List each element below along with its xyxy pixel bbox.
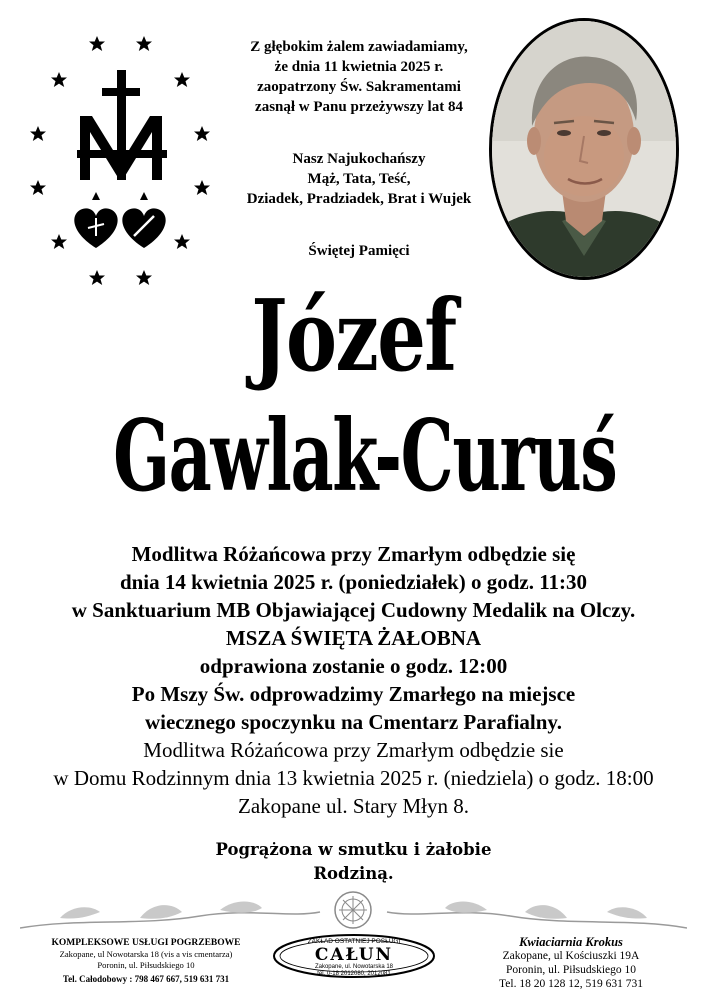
announcement-intro [218,37,500,117]
florist-address: Poronin, ul. Piłsudskiego 10 [505,964,637,976]
ceremony-line: odprawiona zostanie o godz. 12:00 [199,654,508,678]
logo-phone-text: tel. 0-18 2012080, 2012081 [317,971,391,977]
sacred-hearts-icon [74,192,165,248]
family-line: Dziadek, Pradziadek, Brat i Wujek [246,191,472,207]
floral-ornament-icon [20,888,687,934]
intro-line: zasnął w Panu przeżywszy lat 84 [255,99,463,115]
mary-monogram-icon [22,28,222,293]
memory-caption: Świętej Pamięci [308,243,410,259]
mourning-line: Pogrążona w smutku i żałobie [215,840,492,859]
calun-logo [270,932,438,980]
funeral-services-info [12,938,280,985]
floral-ornament [20,888,687,934]
ceremony-line: dnia 14 kwietnia 2025 r. (poniedziałek) o godz. 11:30 [119,570,588,594]
ceremony-line: w Domu Rodzinnym dnia 13 kwietnia 2025 r. (niedziela) o godz. 18:00 [53,766,654,790]
intro-line: że dnia 11 kwietnia 2025 r. [274,59,444,75]
deceased-first-name: Józef [251,279,456,394]
intro-line: Z głębokim żalem zawiadamiamy, [250,39,468,55]
logo-top-text: ZAKŁAD OSTATNIEJ POSŁUGI [307,938,401,945]
ceremony-line: wiecznego spoczynku na Cmentarz Parafialny. [144,710,563,734]
ceremony-line: MSZA ŚWIĘTA ŻAŁOBNA [225,626,482,650]
logo-address-text: Zakopane, ul. Nowotarska 18 [314,964,394,970]
ceremony-line: Modlitwa Różańcowa przy Zmarłym odbędzie się [131,542,576,566]
ceremony-line: Zakopane ul. Stary Młyn 8. [238,794,469,818]
family-relations [218,149,500,209]
florist-address: Zakopane, ul Kościuszki 19A [502,950,640,962]
florist-info [440,935,702,991]
intro-line: zaopatrzony Św. Sakramentami [257,79,461,95]
family-line: Mąż, Tata, Teść, [307,171,411,187]
ceremony-line: Modlitwa Różańcowa przy Zmarłym odbędzie sie [143,738,564,762]
florist-title: Kwiaciarnia Krokus [519,935,623,949]
deceased-portrait [489,18,679,280]
portrait-image-icon [492,21,676,277]
calun-logo-icon [270,932,438,980]
deceased-last-name: Gawlak-Curuś [113,399,617,514]
florist-phone: Tel. 18 20 128 12, 519 631 731 [499,978,643,990]
funeral-services-title: KOMPLEKSOWE USŁUGI POGRZEBOWE [51,938,241,948]
logo-name-text: CAŁUN [314,945,394,965]
ceremony-line: Po Mszy Św. odprowadzimy Zmarłego na miejsce [131,682,576,706]
miraculous-medal-emblem [22,28,222,293]
funeral-services-address: Zakopane, ul Nowotarska 18 (vis a vis cmentarza) [59,949,233,959]
ceremony-line: w Sanktuarium MB Objawiającej Cudowny Medalik na Olczy. [71,598,636,622]
mourning-signature [0,838,707,886]
family-line: Nasz Najukochańszy [292,151,426,167]
ceremony-details [0,540,707,820]
funeral-services-phone: Tel. Całodobowy : 798 467 667, 519 631 731 [62,974,230,984]
funeral-services-address: Poronin, ul. Piłsudskiego 10 [97,960,195,970]
mourning-line: Rodziną. [313,864,394,883]
